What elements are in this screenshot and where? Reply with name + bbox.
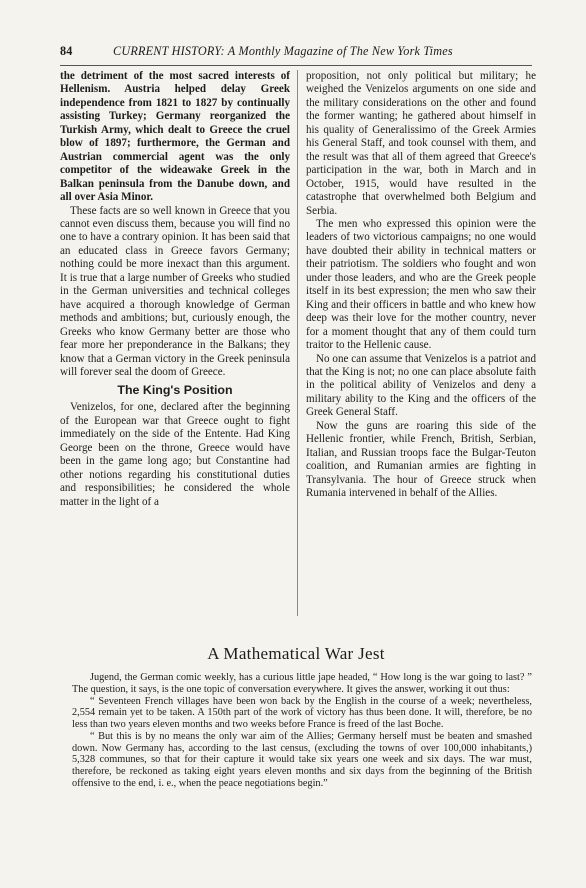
paragraph: No one can assume that Venizelos is a patriot and that the King is not; no one can place absolute faith in the political ability of Venizelos and deny a military ability to the King and the officers of the Greek General Staff. — [306, 352, 536, 419]
paragraph: Now the guns are roaring this side of the Hellenic frontier, while French, British, Serbian, Italian, and Russian troops face the Bulgar-Teuton coalition, and Rumanian armies are fighting in Transylvania. The hour of Greece struck when Rumania intervened in behalf of the Allies. — [306, 419, 536, 500]
paragraph: These facts are so well known in Greece that you cannot even discuss them, because you will find no one to have a contrary opinion. It has been said that an educated class in Greece favors Germany; nothing could be more inexact than this argument. It is true that a large number of Greeks who studied in the German universities and technical colleges have acquired a thorough knowledge of German methods and ambitions; but, curiously enough, the Greeks who know Germany better are those who fear more her preponderance in the Balkans; they know that a German victory in the Greek peninsula will forever seal the doom of Greece. — [60, 204, 290, 378]
paragraph: the detriment of the most sacred interests of Hellenism. Austria helped delay Greek independence from 1821 to 1827 by continually assisting Turkey; Germany reorganized the Turkish Army, which dealt to Greece the cruel blow of 1897; furthermore, the German and Austrian commercial agent was the only competitor of the wideawake Greek in the Balkan peninsula from the Danube down, and all over Asia Minor. — [60, 70, 290, 204]
left-column — [60, 70, 290, 509]
paragraph: The men who expressed this opinion were the leaders of two victorious campaigns; no one would have doubted their ability in technical matters or their patriotism. The soldiers who fought and won under those leaders, and who are the Greek people itself in its best expression; the men who saw their King and their officers in battle and who knew how deep was their love for the mother country, never for a moment thought that any of them could turn traitor to the Hellenic cause. — [306, 217, 536, 352]
right-column — [306, 70, 536, 501]
magazine-title: CURRENT HISTORY: A Monthly Magazine of The New York Times — [113, 44, 453, 58]
paragraph: Venizelos, for one, declared after the beginning of the European war that Greece ought to fight immediately on the side of the Entente. Had King George been on the throne, Greece would have been in the game long ago; but Constantine had other notions regarding his constitutional duties and responsibilities; he considered the whole matter in the light of a — [60, 401, 290, 508]
paragraph: proposition, not only political but military; he weighed the Venizelos arguments on one side and the military considerations on the other and found the former wanting; he gathered about himself in his quality of Generalissimo of the Greek Armies his General Staff, and took counsel with them, and the result was that all of them agreed that Greece's participation in the war, both in March and in October, 1915, would have resulted in the catastrophe that overwhelmed both Belgium and Serbia. — [306, 70, 536, 217]
column-divider — [297, 70, 298, 616]
header-rule — [60, 65, 532, 66]
paragraph: Jugend, the German comic weekly, has a curious little jape headed, “ How long is the war going to last? ” The question, it says, is the one topic of conversation everywhere. It gives the answer, working it out thus: — [72, 672, 532, 695]
paragraph: “ But this is by no means the only war aim of the Allies; Germany herself must be beaten and smashed down. Now Germany has, according to the last census, (excluding the towns of over 100,000 inhabitants,) 5,328 communes, so that for their capture it would take six years one week and six days. The war must, therefore, be reckoned as taking eight years eleven months and six days from the beginning of the British offensive to the end, i. e., when the peace negotiations begin.” — [72, 730, 532, 789]
page-number: 84 — [60, 44, 73, 58]
paragraph: “ Seventeen French villages have been won back by the English in the course of a week; nevertheless, 2,554 remain yet to be taken. A 150th part of the work of victory has thus been done. It will, therefore, be no less than two years eleven months and two weeks before France is freed of the last Boche. — [72, 695, 532, 730]
jest-article — [72, 672, 532, 790]
section-heading: The King's Position — [117, 383, 233, 398]
article-title: A Mathematical War Jest — [207, 644, 385, 663]
